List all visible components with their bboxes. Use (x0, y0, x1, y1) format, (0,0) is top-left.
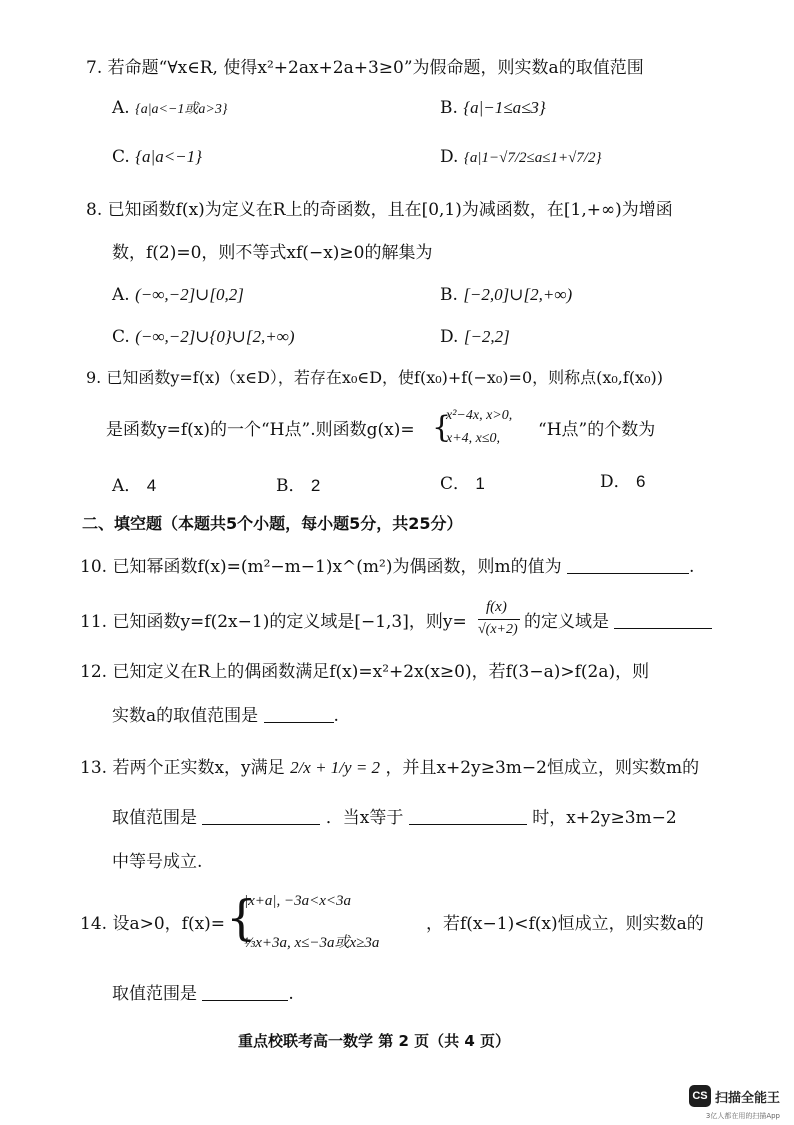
option-label: C. (112, 147, 130, 167)
option-text: {a|a<−1} (135, 147, 202, 166)
q8-option-d (440, 327, 510, 347)
q9-stem-line2: 是函数y=f(x)的一个“H点”.则函数g(x)= (106, 420, 415, 440)
q13-line2-c: 时，x+2y≥3m−2 (532, 808, 677, 828)
q7-text: 若命题“∀x∈R, 使得x²+2ax+2a+3≥0”为假命题，则实数a的取值范围 (107, 58, 644, 78)
q9-stem-post: “H点”的个数为 (538, 420, 656, 440)
q12-line2 (112, 706, 339, 726)
q9-option-b (276, 476, 320, 496)
q11-frac-bar (478, 619, 520, 620)
q12-line1 (80, 662, 649, 682)
q9-option-c (440, 474, 485, 494)
q14-post: ，若f(x−1)<f(x)恒成立，则实数a的 (426, 914, 704, 934)
q8-stem-line1 (86, 200, 673, 220)
option-label: D． (600, 472, 631, 492)
q12-text: 已知定义在R上的偶函数满足f(x)=x²+2x(x≥0)，若f(3−a)>f(2a)，则 (112, 662, 650, 682)
q12-end: . (333, 706, 339, 726)
q11-post (524, 612, 712, 632)
q8-option-a (112, 285, 244, 305)
scanner-tagline: 3亿人都在用的扫描App (705, 1112, 780, 1120)
option-label: D. (440, 147, 459, 167)
option-label: B. (440, 285, 458, 305)
q11-text: 已知函数y=f(2x−1)的定义域是[−1,3]，则y= (112, 612, 467, 632)
q9-piece1: x²−4x, x>0, (446, 408, 513, 423)
option-text: {a|a<−1或a>3} (135, 102, 228, 117)
option-label: B． (276, 476, 306, 496)
q14-answer-blank[interactable] (202, 984, 288, 1001)
q9-piece2: x+4, x≤0, (446, 431, 501, 446)
scanner-badge-icon: CS (689, 1085, 711, 1107)
q8-option-b (440, 285, 572, 305)
q11-frac-den: √(x+2) (478, 622, 518, 637)
q8-text: 已知函数f(x)为定义在R上的奇函数，且在[0,1)为减函数，在[1,+∞)为增函 (107, 200, 673, 220)
option-label: C． (440, 474, 471, 494)
q13-line2 (112, 808, 677, 828)
q13-equation: 2/x + 1/y = 2 (290, 758, 381, 777)
q11 (80, 612, 467, 632)
q7-option-a (112, 98, 227, 119)
scanner-name: 扫描全能王 (714, 1090, 780, 1106)
option-text: 4 (146, 476, 157, 495)
q7-stem (86, 58, 644, 78)
option-text: (−∞,−2]∪{0}∪[2,+∞) (135, 327, 295, 346)
q11-number: 11. (80, 612, 108, 632)
q14-line2-text: 取值范围是 (112, 984, 197, 1004)
scanner-logo (689, 1085, 780, 1107)
q11-frac-num: f(x) (486, 599, 507, 615)
q12-number: 12. (80, 662, 108, 682)
option-label: A. (112, 98, 130, 118)
option-text: 2 (310, 476, 321, 495)
q11-answer-blank[interactable] (614, 612, 712, 629)
q9-text: 已知函数y=f(x)（x∈D），若存在x₀∈D，使f(x₀)+f(−x₀)=0，则称点(x₀,f(x₀)) (106, 368, 663, 387)
q14-line2 (112, 984, 294, 1004)
option-label: D. (440, 327, 459, 347)
option-label: A. (112, 285, 130, 305)
q13-post: ，并且x+2y≥3m−2恒成立，则实数m的 (385, 758, 700, 778)
option-text: [−2,0]∪[2,+∞) (463, 285, 573, 304)
q13-number: 13. (80, 758, 108, 778)
q10-answer-blank[interactable] (567, 557, 689, 574)
q8-option-c (112, 327, 295, 347)
q7-option-c (112, 147, 202, 167)
q9-option-d (600, 472, 646, 492)
option-label: A． (112, 476, 142, 496)
q14-piece1: |x+a|, −3a<x<3a (244, 893, 352, 909)
option-label: B. (440, 98, 458, 118)
q14-brace: { (226, 890, 257, 946)
q9-stem-line1 (86, 368, 663, 387)
q13-blank-1[interactable] (202, 808, 320, 825)
q13-line1 (80, 758, 699, 778)
q12-answer-blank[interactable] (264, 706, 334, 723)
q8-stem-line2: 数，f(2)=0，则不等式xf(−x)≥0的解集为 (112, 243, 433, 263)
q14-piece2: ⅓x+3a, x≤−3a或x≥3a (244, 935, 380, 951)
q10-number: 10. (80, 557, 108, 577)
option-label: C. (112, 327, 130, 347)
q13-line2-b: ．当x等于 (325, 808, 404, 828)
q13-text: 若两个正实数x，y满足 (112, 758, 285, 778)
q13-blank-2[interactable] (409, 808, 527, 825)
q13-line3: 中等号成立. (112, 852, 203, 872)
q10 (80, 557, 694, 577)
option-text: 1 (475, 474, 485, 493)
option-text: 6 (636, 472, 646, 491)
q9-option-a (112, 476, 156, 496)
q12-line2-text: 实数a的取值范围是 (112, 706, 259, 726)
option-text: {a|−1≤a≤3} (463, 98, 546, 117)
q14-text: 设a>0，f(x)= (112, 914, 226, 934)
q13-line2-a: 取值范围是 (112, 808, 197, 828)
option-text: (−∞,−2]∪[0,2] (135, 285, 244, 304)
q9-brace: { (432, 410, 452, 445)
q14-line1 (80, 914, 225, 934)
q8-number: 8. (86, 200, 103, 220)
q7-option-b (440, 98, 546, 118)
option-text: [−2,2] (463, 327, 510, 346)
section-title: 二、填空题（本题共5个小题，每小题5分，共25分） (82, 514, 463, 533)
page-footer: 重点校联考高一数学 第 2 页（共 4 页） (238, 1032, 510, 1050)
q7-option-d (440, 147, 601, 167)
q10-text: 已知幂函数f(x)=(m²−m−1)x^(m²)为偶函数，则m的值为 (112, 557, 562, 577)
option-text: {a|1−√7/2≤a≤1+√7/2} (463, 150, 602, 166)
q14-number: 14. (80, 914, 108, 934)
q9-number: 9. (86, 368, 102, 387)
q10-end: . (689, 557, 695, 577)
q11-post-text: 的定义域是 (524, 612, 609, 632)
q14-end: . (288, 984, 294, 1004)
q7-number: 7. (86, 58, 103, 78)
